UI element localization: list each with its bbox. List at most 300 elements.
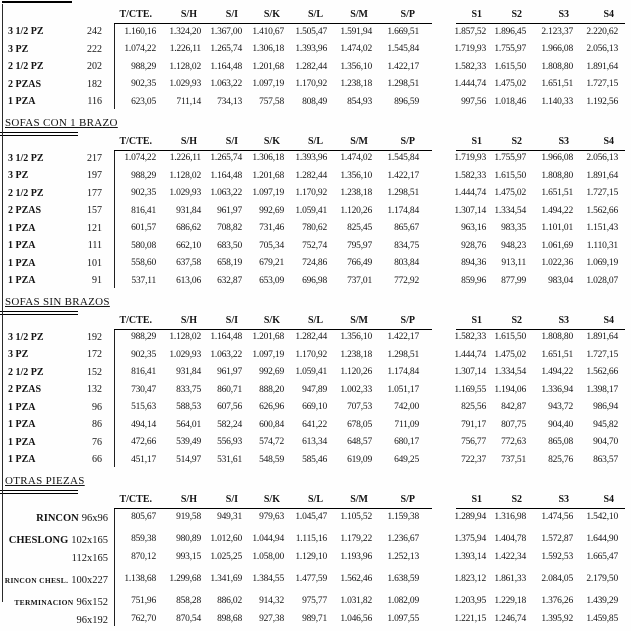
column-header: S1 xyxy=(471,135,482,147)
table-row xyxy=(0,364,631,382)
price-cell: 1.582,33 xyxy=(454,332,486,343)
price-cell: 1.823,12 xyxy=(454,573,486,584)
price-cell: 1.282,44 xyxy=(295,61,327,72)
price-cell: 1.644,90 xyxy=(586,533,618,544)
row-label: 3 PZ xyxy=(8,349,29,361)
price-cell: 947,89 xyxy=(302,384,327,395)
price-cell: 1.316,98 xyxy=(494,511,526,522)
price-cell: 863,57 xyxy=(593,454,618,465)
price-cell: 613,06 xyxy=(176,275,201,286)
price-cell: 1.097,19 xyxy=(252,79,284,90)
price-cell: 679,21 xyxy=(259,258,284,269)
price-cell: 780,62 xyxy=(302,223,327,234)
column-header: S/I xyxy=(225,314,238,326)
price-cell: 1.252,13 xyxy=(387,551,419,562)
price-cell: 1.592,53 xyxy=(541,551,573,562)
vertical-divider xyxy=(114,151,115,288)
column-header: S/K xyxy=(263,493,280,505)
price-cell: 648,57 xyxy=(347,437,372,448)
table-row xyxy=(0,329,631,347)
price-cell: 833,75 xyxy=(176,384,201,395)
table-row xyxy=(0,167,631,185)
price-cell: 613,34 xyxy=(302,437,327,448)
row-size-number: 157 xyxy=(87,205,102,217)
column-header: S4 xyxy=(603,9,614,20)
section-table xyxy=(0,3,631,111)
price-cell: 1.022,36 xyxy=(541,258,573,269)
price-cell: 1.140,33 xyxy=(541,96,573,107)
section-table xyxy=(0,309,631,469)
price-cell: 986,94 xyxy=(593,402,618,413)
price-cell: 2.123,37 xyxy=(541,26,573,37)
price-cell: 808,49 xyxy=(302,96,327,107)
price-cell: 1.194,06 xyxy=(494,384,526,395)
price-cell: 1.193,96 xyxy=(340,551,372,562)
price-cell: 931,84 xyxy=(176,205,201,216)
price-cell: 1.393,14 xyxy=(454,551,486,562)
price-cell: 1.582,33 xyxy=(454,61,486,72)
price-cell: 658,19 xyxy=(217,258,242,269)
row-size-number: 242 xyxy=(87,26,102,38)
column-header: S/I xyxy=(225,493,238,505)
price-cell: 1.299,68 xyxy=(169,573,201,584)
price-cell: 927,38 xyxy=(259,613,284,624)
price-cell: 1.375,94 xyxy=(454,533,486,544)
column-header: S2 xyxy=(511,135,522,147)
price-cell: 2.056,13 xyxy=(586,153,618,164)
price-cell: 1.638,59 xyxy=(387,573,419,584)
table-row xyxy=(0,434,631,452)
price-cell: 1.356,10 xyxy=(340,61,372,72)
table-row xyxy=(0,58,631,76)
column-header: S/M xyxy=(350,493,368,505)
row-size-number: 101 xyxy=(87,257,102,269)
price-cell: 1.755,97 xyxy=(494,44,526,55)
price-cell: 1.376,26 xyxy=(541,595,573,606)
price-cell: 1.615,50 xyxy=(494,170,526,181)
price-cell: 1.307,14 xyxy=(454,367,486,378)
price-cell: 707,53 xyxy=(347,402,372,413)
price-cell: 637,58 xyxy=(176,258,201,269)
price-cell: 1.727,15 xyxy=(586,79,618,90)
column-header: S3 xyxy=(558,493,569,505)
row-size-number: 66 xyxy=(92,454,102,466)
price-cell: 1.298,51 xyxy=(387,349,419,360)
price-cell: 2.056,13 xyxy=(586,44,618,55)
price-cell: 1.582,33 xyxy=(454,170,486,181)
header-rule-right-group xyxy=(456,150,625,151)
row-size-number: 132 xyxy=(87,384,102,396)
price-cell: 988,29 xyxy=(131,170,156,181)
price-cell: 1.029,93 xyxy=(169,188,201,199)
column-header: S1 xyxy=(471,9,482,20)
column-header: S/H xyxy=(180,314,197,326)
price-cell: 711,09 xyxy=(394,419,419,430)
price-cell: 601,57 xyxy=(131,223,156,234)
price-cell: 752,74 xyxy=(302,240,327,251)
price-cell: 1.063,22 xyxy=(210,188,242,199)
price-cell: 1.298,51 xyxy=(387,79,419,90)
price-cell: 1.474,02 xyxy=(340,153,372,164)
price-cell: 1.128,02 xyxy=(169,170,201,181)
price-cell: 1.459,85 xyxy=(586,613,618,624)
price-cell: 1.562,66 xyxy=(586,205,618,216)
price-cell: 988,29 xyxy=(131,332,156,343)
column-header: S/L xyxy=(307,493,323,505)
price-cell: 904,70 xyxy=(593,437,618,448)
column-header-row xyxy=(0,130,631,150)
header-rule-right-group xyxy=(456,23,625,24)
price-cell: 1.282,44 xyxy=(295,170,327,181)
price-cell: 1.029,93 xyxy=(169,349,201,360)
price-cell: 1.891,64 xyxy=(586,332,618,343)
column-header: S/M xyxy=(350,135,368,147)
price-cell: 1.891,64 xyxy=(586,170,618,181)
price-cell: 859,38 xyxy=(131,533,156,544)
row-label xyxy=(0,530,114,548)
price-cell: 1.246,74 xyxy=(494,613,526,624)
price-cell: 708,82 xyxy=(217,223,242,234)
table-row xyxy=(0,202,631,220)
row-label: 3 1/2 PZ xyxy=(8,152,44,164)
price-cell: 983,35 xyxy=(501,223,526,234)
column-header: S4 xyxy=(603,493,614,505)
price-cell: 975,77 xyxy=(302,595,327,606)
price-cell: 1.129,10 xyxy=(295,551,327,562)
table-row xyxy=(0,150,631,168)
price-cell: 858,28 xyxy=(176,595,201,606)
price-cell: 1.474,02 xyxy=(340,44,372,55)
price-cell: 825,45 xyxy=(347,223,372,234)
row-size-number: 177 xyxy=(87,187,102,199)
price-cell: 1.651,51 xyxy=(541,79,573,90)
price-cell: 1.238,18 xyxy=(340,349,372,360)
row-label xyxy=(0,548,114,566)
price-cell: 678,05 xyxy=(347,419,372,430)
price-cell: 1.179,22 xyxy=(340,533,372,544)
price-cell: 894,36 xyxy=(461,258,486,269)
column-header: S1 xyxy=(471,493,482,505)
row-size-number: 116 xyxy=(87,96,102,108)
price-cell: 1.229,18 xyxy=(494,595,526,606)
price-cell: 988,29 xyxy=(131,61,156,72)
price-cell: 1.120,26 xyxy=(340,205,372,216)
price-cell: 1.002,33 xyxy=(340,384,372,395)
price-cell: 1.201,68 xyxy=(252,332,284,343)
price-cell: 886,02 xyxy=(217,595,242,606)
price-cell: 1.562,66 xyxy=(586,367,618,378)
row-label xyxy=(0,508,114,526)
price-cell: 662,10 xyxy=(176,240,201,251)
price-cell: 1.201,68 xyxy=(252,170,284,181)
column-header: T/CTE. xyxy=(119,314,152,326)
price-cell: 1.306,18 xyxy=(252,44,284,55)
table-row xyxy=(0,530,631,548)
row-size-number: 172 xyxy=(87,349,102,361)
price-cell: 1.384,55 xyxy=(252,573,284,584)
column-header-row xyxy=(0,3,631,23)
price-cell: 805,67 xyxy=(131,511,156,522)
price-cell: 722,37 xyxy=(461,454,486,465)
piece-name: TERMINACION xyxy=(14,597,74,607)
row-label xyxy=(0,610,114,628)
price-cell: 1.444,74 xyxy=(454,79,486,90)
price-cell: 1.128,02 xyxy=(169,61,201,72)
piece-size: 102x165 xyxy=(71,534,108,546)
price-cell: 1.160,16 xyxy=(124,26,156,37)
column-header: T/CTE. xyxy=(119,9,152,20)
price-cell: 649,25 xyxy=(394,454,419,465)
price-cell: 1.477,59 xyxy=(295,573,327,584)
price-cell: 537,11 xyxy=(131,275,156,286)
price-cell: 1.665,47 xyxy=(586,551,618,562)
section-title: OTRAS PIEZAS xyxy=(5,474,85,487)
price-cell: 632,87 xyxy=(217,275,242,286)
column-header: S/P xyxy=(400,314,415,326)
price-cell: 1.808,80 xyxy=(541,170,573,181)
column-header: S2 xyxy=(511,314,522,326)
piece-size: 112x165 xyxy=(71,552,108,564)
column-header: S/M xyxy=(350,314,368,326)
row-label: 2 PZAS xyxy=(8,205,42,217)
piece-name: CHESLONG xyxy=(8,534,69,546)
row-size-number: 202 xyxy=(87,61,102,73)
table-row xyxy=(0,570,631,588)
row-label: 2 1/2 PZ xyxy=(8,187,44,199)
price-cell: 1.727,15 xyxy=(586,349,618,360)
price-cell: 963,16 xyxy=(461,223,486,234)
column-header: T/CTE. xyxy=(119,493,152,505)
table-row xyxy=(0,272,631,290)
price-cell: 1.422,34 xyxy=(494,551,526,562)
table-row xyxy=(0,220,631,238)
price-cell: 1.238,18 xyxy=(340,188,372,199)
price-cell: 730,47 xyxy=(131,384,156,395)
table-row xyxy=(0,255,631,273)
section-table xyxy=(0,488,631,628)
column-header-row xyxy=(0,488,631,508)
price-cell: 711,14 xyxy=(176,96,201,107)
price-cell: 842,87 xyxy=(501,402,526,413)
column-header: S/H xyxy=(180,493,197,505)
price-cell: 641,22 xyxy=(302,419,327,430)
price-cell: 2.084,05 xyxy=(541,573,573,584)
price-cell: 556,93 xyxy=(217,437,242,448)
price-cell: 1.115,16 xyxy=(295,533,327,544)
column-header: S/H xyxy=(180,9,197,20)
price-cell: 1.265,74 xyxy=(210,153,242,164)
row-size-number: 152 xyxy=(87,366,102,378)
price-cell: 1.808,80 xyxy=(541,332,573,343)
price-cell: 961,97 xyxy=(217,367,242,378)
header-rule-left-group xyxy=(114,508,432,509)
column-header: S2 xyxy=(511,9,522,20)
row-size-number: 217 xyxy=(87,152,102,164)
price-cell: 451,17 xyxy=(131,454,156,465)
price-cell: 731,46 xyxy=(259,223,284,234)
price-cell: 1.282,44 xyxy=(295,332,327,343)
price-cell: 737,01 xyxy=(347,275,372,286)
header-rule-left-group xyxy=(114,329,432,330)
price-cell: 1.097,19 xyxy=(252,188,284,199)
row-label: 1 PZA xyxy=(8,96,36,108)
price-cell: 919,58 xyxy=(176,511,201,522)
price-cell: 1.203,95 xyxy=(454,595,486,606)
price-cell: 1.651,51 xyxy=(541,188,573,199)
price-cell: 1.444,74 xyxy=(454,188,486,199)
price-cell: 1.727,15 xyxy=(586,188,618,199)
price-cell: 1.336,94 xyxy=(541,384,573,395)
price-cell: 943,72 xyxy=(548,402,573,413)
price-cell: 734,13 xyxy=(217,96,242,107)
row-label: 1 PZA xyxy=(8,419,36,431)
header-rule-left-group xyxy=(114,150,432,151)
price-cell: 1.356,10 xyxy=(340,332,372,343)
price-cell: 724,86 xyxy=(302,258,327,269)
price-cell: 902,35 xyxy=(131,188,156,199)
section-title-block xyxy=(0,469,631,488)
piece-size: 100x227 xyxy=(71,574,108,586)
price-cell: 1.192,56 xyxy=(586,96,618,107)
price-cell: 772,92 xyxy=(394,275,419,286)
price-cell: 1.356,10 xyxy=(340,170,372,181)
price-cell: 766,49 xyxy=(347,258,372,269)
price-cell: 795,97 xyxy=(347,240,372,251)
row-label: 1 PZA xyxy=(8,222,36,234)
price-cell: 1.615,50 xyxy=(494,332,526,343)
price-cell: 904,40 xyxy=(548,419,573,430)
table-row xyxy=(0,23,631,41)
price-cell: 1.226,11 xyxy=(169,153,201,164)
price-cell: 1.074,22 xyxy=(124,44,156,55)
price-cell: 2.179,50 xyxy=(586,573,618,584)
row-label: 3 PZ xyxy=(8,170,29,182)
price-cell: 1.031,82 xyxy=(340,595,372,606)
price-cell: 1.422,17 xyxy=(387,61,419,72)
price-cell: 928,76 xyxy=(461,240,486,251)
vertical-divider xyxy=(114,24,115,109)
price-cell: 807,75 xyxy=(501,419,526,430)
table-row xyxy=(0,93,631,111)
price-cell: 1.164,48 xyxy=(210,61,242,72)
column-header: S2 xyxy=(511,493,522,505)
price-cell: 980,89 xyxy=(176,533,201,544)
price-cell: 1.051,17 xyxy=(387,384,419,395)
price-cell: 1.615,50 xyxy=(494,61,526,72)
price-cell: 989,71 xyxy=(302,613,327,624)
price-cell: 816,41 xyxy=(131,205,156,216)
price-cell: 1.012,60 xyxy=(210,533,242,544)
price-cell: 1.324,20 xyxy=(169,26,201,37)
row-label: 1 PZA xyxy=(8,240,36,252)
row-size-number: 121 xyxy=(87,222,102,234)
price-cell: 1.562,46 xyxy=(340,573,372,584)
table-row xyxy=(0,399,631,417)
price-cell: 979,63 xyxy=(259,511,284,522)
price-cell: 902,35 xyxy=(131,349,156,360)
price-cell: 854,93 xyxy=(347,96,372,107)
price-cell: 1.298,51 xyxy=(387,188,419,199)
price-cell: 902,35 xyxy=(131,79,156,90)
column-header: S4 xyxy=(603,314,614,326)
price-cell: 1.138,68 xyxy=(124,573,156,584)
price-cell: 680,17 xyxy=(394,437,419,448)
price-cell: 1.572,87 xyxy=(541,533,573,544)
price-cell: 1.334,54 xyxy=(494,205,526,216)
price-cell: 756,77 xyxy=(461,437,486,448)
price-cell: 1.265,74 xyxy=(210,44,242,55)
price-cell: 1.966,08 xyxy=(541,44,573,55)
price-cell: 1.029,93 xyxy=(169,79,201,90)
price-cell: 737,51 xyxy=(501,454,526,465)
header-rule-right-group xyxy=(456,508,625,509)
price-cell: 1.494,22 xyxy=(541,205,573,216)
price-cell: 859,96 xyxy=(461,275,486,286)
table-row xyxy=(0,451,631,469)
vertical-divider xyxy=(114,509,115,626)
price-cell: 1.545,84 xyxy=(387,44,419,55)
column-header: S/K xyxy=(263,314,280,326)
price-cell: 1.307,14 xyxy=(454,205,486,216)
price-cell: 1.444,74 xyxy=(454,349,486,360)
price-cell: 877,99 xyxy=(501,275,526,286)
table-row xyxy=(0,610,631,628)
price-cell: 1.170,92 xyxy=(295,79,327,90)
piece-size: 96x192 xyxy=(76,614,108,626)
table-row xyxy=(0,592,631,610)
piece-name: RINCON xyxy=(36,512,79,524)
price-cell: 539,49 xyxy=(176,437,201,448)
price-cell: 686,62 xyxy=(176,223,201,234)
price-cell: 1.398,17 xyxy=(586,384,618,395)
price-cell: 588,53 xyxy=(176,402,201,413)
row-size-number: 86 xyxy=(92,419,102,431)
price-cell: 945,82 xyxy=(593,419,618,430)
price-cell: 1.669,51 xyxy=(387,26,419,37)
price-cell: 1.651,51 xyxy=(541,349,573,360)
row-label: 1 PZA xyxy=(8,454,36,466)
price-cell: 1.110,31 xyxy=(586,240,618,251)
price-cell: 931,84 xyxy=(176,367,201,378)
column-header: S/H xyxy=(180,135,197,147)
price-cell: 1.074,22 xyxy=(124,153,156,164)
price-cell: 1.494,22 xyxy=(541,367,573,378)
price-cell: 1.367,00 xyxy=(210,26,242,37)
row-label xyxy=(0,570,114,588)
price-cell: 898,68 xyxy=(217,613,242,624)
price-cell: 1.105,52 xyxy=(340,511,372,522)
price-cell: 1.341,69 xyxy=(210,573,242,584)
price-cell: 582,24 xyxy=(217,419,242,430)
price-cell: 1.046,56 xyxy=(340,613,372,624)
column-header: S/I xyxy=(225,9,238,20)
price-cell: 1.059,41 xyxy=(295,367,327,378)
section-title-block xyxy=(0,111,631,130)
price-cell: 696,98 xyxy=(302,275,327,286)
price-cell: 983,04 xyxy=(548,275,573,286)
column-header: S/P xyxy=(400,493,415,505)
price-cell: 580,08 xyxy=(131,240,156,251)
row-label: 2 PZAS xyxy=(8,78,42,90)
row-label xyxy=(0,592,114,610)
price-cell: 961,97 xyxy=(217,205,242,216)
price-cell: 1.289,94 xyxy=(454,511,486,522)
price-cell: 531,61 xyxy=(217,454,242,465)
row-size-number: 76 xyxy=(92,436,102,448)
price-cell: 1.164,48 xyxy=(210,332,242,343)
price-cell: 1.174,84 xyxy=(387,367,419,378)
row-size-number: 192 xyxy=(87,331,102,343)
